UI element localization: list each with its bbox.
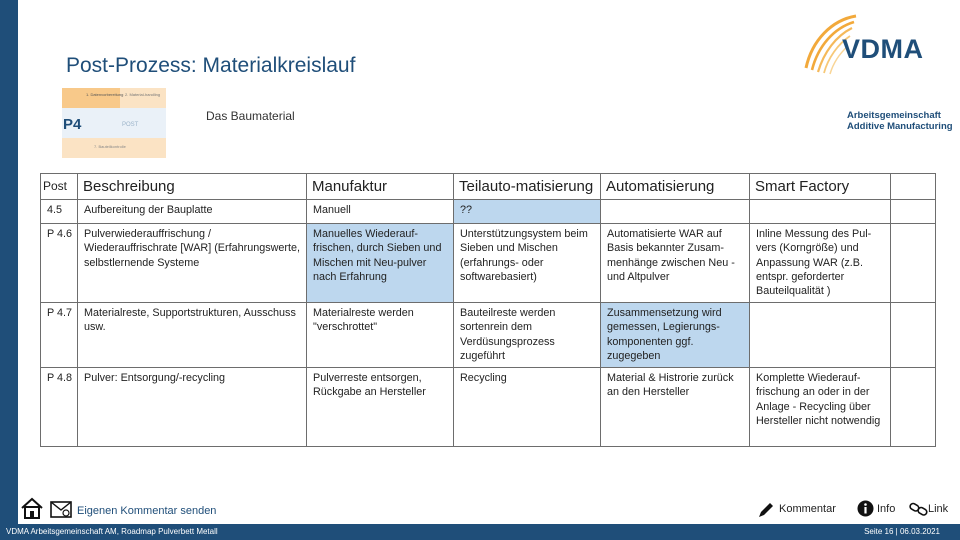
header-manufaktur: Manufaktur [307, 174, 454, 200]
cell-extra [891, 224, 936, 303]
thumb-label-post: POST [122, 122, 139, 128]
maturity-table [40, 173, 936, 447]
logo-subtitle-line1: Arbeitsgemeinschaft [847, 110, 941, 121]
row-description: Pulver: Entsorgung/-recycling [78, 368, 307, 447]
table-row [41, 200, 936, 224]
table-row [41, 368, 936, 447]
cell-automatisierung: Automatisierte WAR auf Basis bekannter Zusam-menhänge zwischen Neu - und Altpulver [601, 224, 750, 303]
info-link[interactable]: Info [877, 503, 896, 515]
left-accent-bar [0, 0, 18, 540]
cell-automatisierung [601, 200, 750, 224]
thumb-node-2 [120, 88, 166, 108]
cell-extra [891, 200, 936, 224]
link-icon[interactable] [909, 501, 929, 517]
page-subtitle: Das Baumaterial [206, 109, 295, 123]
kommentar-link[interactable]: Kommentar [779, 503, 836, 515]
row-description: Pulverwiederauffrischung / Wiederauffrischrate [WAR] (Erfahrungswerte, selbstlernende Systeme [78, 224, 307, 303]
row-id: P 4.8 [41, 368, 78, 447]
cell-teilautomatisierung: Bauteilreste werden sortenrein dem Verdüsungsprozess zugeführt [454, 303, 601, 368]
table-header-row [41, 174, 936, 200]
info-icon[interactable] [857, 500, 874, 517]
cell-smart-factory [750, 303, 891, 368]
header-beschreibung: Beschreibung [78, 174, 307, 200]
header-post: Post [41, 174, 78, 200]
vdma-logo-text: VDMA [842, 34, 924, 64]
vdma-logo-subtitle [847, 110, 953, 132]
footer-source: VDMA Arbeitsgemeinschaft AM, Roadmap Pulverbett Metall [6, 527, 218, 536]
cell-manufaktur: Pulverreste entsorgen, Rückgabe an Hersteller [307, 368, 454, 447]
thumb-node-1 [62, 88, 120, 108]
link-link[interactable]: Link [928, 503, 949, 515]
home-icon[interactable] [20, 496, 44, 520]
cell-smart-factory: Komplette Wiederauf-frischung an oder in der Anlage - Recycling über Hersteller nicht notwendig [750, 368, 891, 447]
cell-manufaktur: Manuell [307, 200, 454, 224]
row-id: P 4.6 [41, 224, 78, 303]
header-teilautomatisierung: Teilauto-matisierung [454, 174, 601, 200]
mail-icon[interactable] [50, 498, 72, 520]
table-row [41, 224, 936, 303]
thumb-label-7: 7. Bauteilkontrolle [94, 144, 126, 149]
page-title: Post-Prozess: Materialkreislauf [66, 54, 356, 77]
cell-manufaktur: Materialreste werden "verschrottet" [307, 303, 454, 368]
footer-page-info: Seite 16 | 06.03.2021 [864, 527, 940, 536]
row-id: 4.5 [41, 200, 78, 224]
table-row [41, 303, 936, 368]
row-description: Materialreste, Supportstrukturen, Ausschuss usw. [78, 303, 307, 368]
send-comment-link[interactable]: Eigenen Kommentar senden [77, 505, 217, 517]
row-description: Aufbereitung der Bauplatte [78, 200, 307, 224]
cell-teilautomatisierung: ?? [454, 200, 601, 224]
pen-icon[interactable] [757, 501, 775, 519]
cell-smart-factory [750, 200, 891, 224]
cell-manufaktur: Manuelles Wiederauf-frischen, durch Sieben und Mischen mit Neu-pulver nach Erfahrung [307, 224, 454, 303]
cell-extra [891, 303, 936, 368]
cell-smart-factory: Inline Messung des Pul-vers (Korngröße) und Anpassung WAR (z.B. entspr. geforderter Bauteilqualität ) [750, 224, 891, 303]
cell-teilautomatisierung: Unterstützungsystem beim Sieben und Mischen (erfahrungs- oder softwarebasiert) [454, 224, 601, 303]
cell-extra [891, 368, 936, 447]
logo-subtitle-line2: Additive Manufacturing [847, 121, 953, 132]
header-empty [891, 174, 936, 200]
cell-teilautomatisierung: Recycling [454, 368, 601, 447]
process-tag: P4 [63, 116, 82, 133]
row-id: P 4.7 [41, 303, 78, 368]
header-smart-factory: Smart Factory [750, 174, 891, 200]
cell-automatisierung: Material & Histrorie zurück an den Hersteller [601, 368, 750, 447]
thumb-label-1: 1. Datenvorbereitung [86, 92, 124, 97]
cell-automatisierung: Zusammensetzung wird gemessen, Legierungs-komponenten ggf. zugegeben [601, 303, 750, 368]
header-automatisierung: Automatisierung [601, 174, 750, 200]
thumb-label-2: 2. Material-handling [125, 92, 161, 97]
